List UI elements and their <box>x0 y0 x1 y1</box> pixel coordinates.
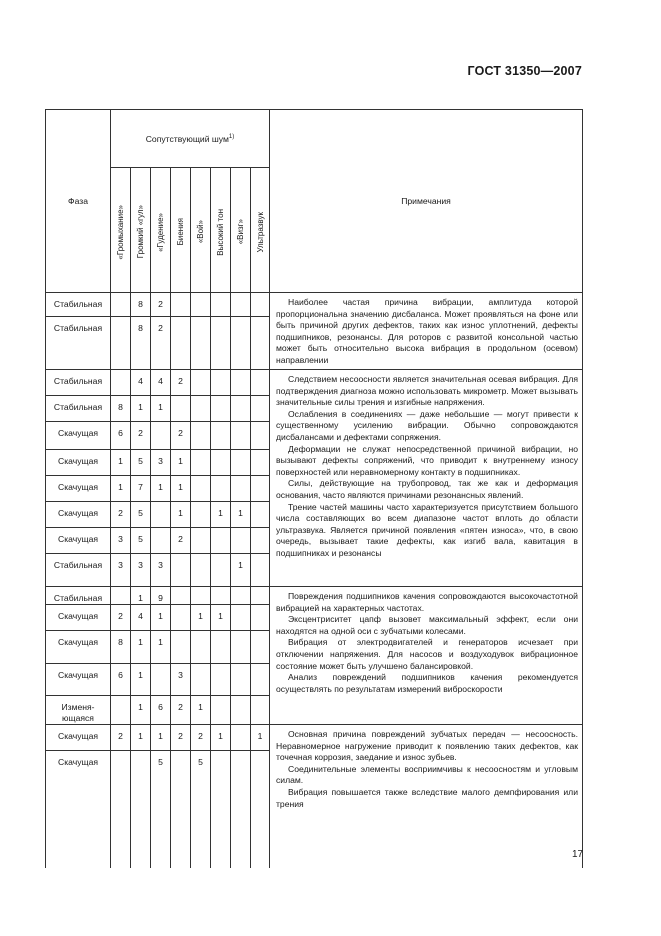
note-paragraph: Наиболее частая причина вибрации, амплитуда которой пропорциональна значению дисбаланса. Может проявляться на фоне или быть причиной других дефектов, таких как износ уплотнений, дефекты подшипников, резонансы. Для роторов с развитой консольной частью может быть относительно высока вибрация в продольном (осевом) направлении <box>276 297 578 365</box>
noise-level-cell <box>251 587 270 605</box>
noise-column-label: Громкий «гул» <box>136 205 145 259</box>
noise-level-cell <box>191 422 211 450</box>
noise-level-cell <box>231 587 251 605</box>
noise-level-cell <box>251 751 270 848</box>
noise-level-cell <box>191 502 211 528</box>
noise-level-cell: 1 <box>131 664 151 696</box>
noise-level-cell <box>211 396 231 422</box>
noise-level-cell <box>111 293 131 317</box>
phase-cell: Скачущая <box>46 664 111 696</box>
noise-level-cell <box>171 631 191 664</box>
phase-cell: Стабильная <box>46 370 111 396</box>
noise-column-header <box>131 168 151 293</box>
noise-level-cell: 2 <box>151 317 171 370</box>
note-paragraph: Следствием несоосности является значительная осевая вибрация. Для подтверждения диагноза можно использовать микрометр. Может вызывать значительные силы трения и изгибные напряжения. <box>276 374 578 408</box>
noise-level-cell: 1 <box>151 631 171 664</box>
table-filler-row <box>46 848 583 868</box>
noise-level-cell: 1 <box>151 476 171 502</box>
noise-level-cell: 6 <box>111 664 131 696</box>
noise-level-cell: 2 <box>191 725 211 751</box>
noise-level-cell <box>111 696 131 725</box>
noise-level-cell: 2 <box>171 370 191 396</box>
noise-level-cell: 3 <box>111 528 131 554</box>
noise-level-cell: 1 <box>191 696 211 725</box>
noise-level-cell <box>191 370 211 396</box>
phase-cell: Стабильная <box>46 554 111 587</box>
noise-level-cell <box>231 370 251 396</box>
noise-column-header <box>251 168 270 293</box>
notes-cell <box>270 587 583 725</box>
note-paragraph: Соединительные элементы восприимчивы к несоосностям и угловым силам. <box>276 763 578 786</box>
noise-level-cell: 8 <box>131 293 151 317</box>
noise-level-cell <box>231 725 251 751</box>
noise-level-cell <box>231 751 251 848</box>
noise-level-cell <box>211 751 231 848</box>
phase-cell: Изменя-ющаяся <box>46 696 111 725</box>
noise-level-cell <box>231 696 251 725</box>
phase-cell: Стабильная <box>46 587 111 605</box>
noise-level-cell <box>251 664 270 696</box>
phase-cell: Стабильная <box>46 293 111 317</box>
noise-level-cell <box>231 476 251 502</box>
phase-cell: Скачущая <box>46 422 111 450</box>
noise-level-cell: 1 <box>211 725 231 751</box>
table-row <box>46 587 583 605</box>
note-paragraph: Деформации не служат непосредственной причиной вибрации, но вызывают дефекты сопряжений, что приводит к внутреннему износу поверхностей или неравномерному контакту в подшипниках. <box>276 443 578 477</box>
noise-level-cell: 5 <box>131 502 151 528</box>
noise-level-cell <box>191 476 211 502</box>
empty-cell <box>251 848 270 868</box>
table-row <box>46 370 583 396</box>
noise-column-label: Высокий тон <box>216 208 225 256</box>
noise-level-cell <box>171 396 191 422</box>
noise-level-cell <box>211 554 231 587</box>
noise-level-cell: 3 <box>111 554 131 587</box>
noise-column-header <box>211 168 231 293</box>
noise-level-cell: 1 <box>211 605 231 631</box>
empty-cell <box>151 848 171 868</box>
noise-level-cell: 2 <box>131 422 151 450</box>
notes-cell <box>270 370 583 587</box>
noise-level-cell <box>251 554 270 587</box>
noise-level-cell <box>231 605 251 631</box>
noise-level-cell: 4 <box>151 370 171 396</box>
note-paragraph: Повреждения подшипников качения сопровождаются высокочастотной вибрацией на характерных частотах. <box>276 591 578 613</box>
noise-level-cell: 1 <box>191 605 211 631</box>
noise-level-cell: 1 <box>131 587 151 605</box>
noise-level-cell <box>191 554 211 587</box>
noise-column-header <box>151 168 171 293</box>
noise-level-cell: 2 <box>151 293 171 317</box>
noise-level-cell <box>251 631 270 664</box>
noise-level-cell <box>231 450 251 476</box>
note-paragraph: Эксцентриситет цапф вызовет максимальный эффект, если они находятся на одной оси с зубчатыми колесами. <box>276 614 578 636</box>
noise-level-cell: 2 <box>111 725 131 751</box>
note-paragraph: Силы, действующие на трубопровод, так же как и деформация основания, часто являются причинами резонансных явлений. <box>276 478 578 500</box>
noise-group-header: Сопутствующий шум$^{1)}$ <box>111 110 270 168</box>
noise-level-cell <box>231 317 251 370</box>
noise-level-cell: 1 <box>131 696 151 725</box>
empty-cell <box>270 848 583 868</box>
noise-level-cell <box>191 528 211 554</box>
notes-header: Примечания <box>270 110 583 293</box>
noise-level-cell: 2 <box>171 725 191 751</box>
noise-level-cell: 1 <box>231 554 251 587</box>
noise-level-cell <box>251 450 270 476</box>
phase-cell: Скачущая <box>46 528 111 554</box>
noise-level-cell <box>171 554 191 587</box>
noise-level-cell <box>231 528 251 554</box>
noise-level-cell: 1 <box>171 476 191 502</box>
noise-level-cell <box>211 370 231 396</box>
noise-level-cell: 4 <box>131 605 151 631</box>
noise-level-cell: 2 <box>171 696 191 725</box>
noise-level-cell <box>251 528 270 554</box>
noise-level-cell: 2 <box>111 605 131 631</box>
notes-cell <box>270 725 583 848</box>
noise-level-cell: 1 <box>131 725 151 751</box>
vibration-noise-table <box>45 109 583 868</box>
noise-level-cell: 6 <box>111 422 131 450</box>
phase-cell: Стабильная <box>46 317 111 370</box>
noise-level-cell <box>251 422 270 450</box>
noise-level-cell: 1 <box>151 725 171 751</box>
noise-level-cell <box>211 631 231 664</box>
noise-level-cell: 1 <box>251 725 270 751</box>
noise-column-label: «Визг» <box>236 219 245 245</box>
noise-level-cell <box>251 696 270 725</box>
noise-level-cell <box>171 587 191 605</box>
noise-level-cell <box>251 476 270 502</box>
note-paragraph: Основная причина повреждений зубчатых передач — несоосность. Неравномерное нагружение приводит к появлению таких дефектов, как точечная коррозия, заедание и износ зубьев. <box>276 729 578 763</box>
document-title: ГОСТ 31350—2007 <box>467 64 582 78</box>
noise-level-cell: 4 <box>131 370 151 396</box>
noise-level-cell <box>251 370 270 396</box>
noise-level-cell <box>111 587 131 605</box>
empty-cell <box>111 848 131 868</box>
noise-level-cell <box>251 502 270 528</box>
noise-level-cell: 9 <box>151 587 171 605</box>
noise-level-cell <box>191 396 211 422</box>
empty-cell <box>211 848 231 868</box>
noise-level-cell <box>171 605 191 631</box>
noise-level-cell: 2 <box>111 502 131 528</box>
noise-level-cell: 5 <box>131 528 151 554</box>
noise-column-header <box>231 168 251 293</box>
noise-level-cell: 3 <box>131 554 151 587</box>
noise-level-cell: 5 <box>131 450 151 476</box>
noise-level-cell: 6 <box>151 696 171 725</box>
noise-level-cell <box>191 293 211 317</box>
phase-cell: Скачущая <box>46 476 111 502</box>
noise-level-cell: 1 <box>211 502 231 528</box>
noise-level-cell <box>211 664 231 696</box>
noise-level-cell: 8 <box>131 317 151 370</box>
empty-cell <box>171 848 191 868</box>
noise-level-cell: 1 <box>131 396 151 422</box>
noise-level-cell <box>251 293 270 317</box>
phase-cell: Скачущая <box>46 605 111 631</box>
note-paragraph: Анализ повреждений подшипников качения рекомендуется осуществлять по результатам измерений виброскорости <box>276 672 578 694</box>
phase-cell: Скачущая <box>46 725 111 751</box>
table-row <box>46 725 583 751</box>
notes-cell <box>270 293 583 370</box>
phase-cell: Стабильная <box>46 396 111 422</box>
noise-level-cell <box>191 317 211 370</box>
noise-level-cell: 1 <box>151 605 171 631</box>
noise-level-cell <box>111 370 131 396</box>
noise-column-header <box>171 168 191 293</box>
noise-level-cell <box>231 396 251 422</box>
noise-level-cell: 5 <box>151 751 171 848</box>
noise-level-cell <box>211 696 231 725</box>
noise-level-cell <box>171 293 191 317</box>
noise-level-cell: 1 <box>131 631 151 664</box>
noise-level-cell <box>211 587 231 605</box>
noise-level-cell <box>191 631 211 664</box>
noise-level-cell: 1 <box>151 396 171 422</box>
noise-level-cell <box>171 751 191 848</box>
noise-level-cell: 8 <box>111 631 131 664</box>
noise-level-cell <box>211 528 231 554</box>
noise-level-cell <box>211 293 231 317</box>
noise-level-cell: 7 <box>131 476 151 502</box>
noise-level-cell <box>211 317 231 370</box>
noise-level-cell <box>191 450 211 476</box>
noise-column-label: «Громыхание» <box>116 204 125 260</box>
empty-cell <box>231 848 251 868</box>
noise-level-cell <box>231 422 251 450</box>
noise-level-cell <box>251 605 270 631</box>
noise-level-cell <box>211 422 231 450</box>
noise-level-cell <box>231 631 251 664</box>
noise-level-cell: 1 <box>111 450 131 476</box>
noise-level-cell <box>151 502 171 528</box>
phase-cell: Скачущая <box>46 502 111 528</box>
page-number: 17 <box>572 849 584 860</box>
note-paragraph: Вибрация от электродвигателей и генераторов исчезает при отключении напряжения. Для насосов и воздуходувок вибрационное состояние может быть улучшено балансировкой. <box>276 637 578 671</box>
noise-level-cell <box>191 587 211 605</box>
phase-cell: Скачущая <box>46 751 111 848</box>
noise-level-cell <box>171 317 191 370</box>
noise-level-cell: 2 <box>171 528 191 554</box>
phase-cell: Скачущая <box>46 631 111 664</box>
noise-level-cell <box>191 664 211 696</box>
noise-level-cell <box>231 293 251 317</box>
noise-level-cell <box>151 664 171 696</box>
noise-level-cell <box>231 664 251 696</box>
noise-level-cell <box>111 317 131 370</box>
noise-level-cell <box>211 450 231 476</box>
noise-level-cell <box>251 396 270 422</box>
noise-level-cell <box>211 476 231 502</box>
noise-level-cell: 5 <box>191 751 211 848</box>
noise-column-header <box>111 168 131 293</box>
note-paragraph: Ослабления в соединениях — даже небольшие — могут привести к существенному усилению вибрации. Обычно сопровождаются дисбалансами и дефектами сопряжения. <box>276 408 578 442</box>
note-paragraph: Трение частей машины часто характеризуется присутствием большого числа составляющих во всем диапазоне частот вплоть до области ультразвука. Является причиной появления «пятен износа», что, в свою очередь, вызывает такие дефекты, как изгиб вала, кавитация в подшипниках и резонансы <box>276 501 578 558</box>
noise-level-cell: 3 <box>151 450 171 476</box>
noise-column-label: Ультразвук <box>255 211 265 253</box>
table-row <box>46 293 583 317</box>
noise-column-label: «Гудение» <box>156 212 165 252</box>
note-paragraph: Вибрация повышается также вследствие малого демпфирования или трения <box>276 786 578 809</box>
empty-cell <box>46 848 111 868</box>
empty-cell <box>131 848 151 868</box>
noise-level-cell: 3 <box>151 554 171 587</box>
noise-level-cell <box>151 422 171 450</box>
noise-column-header <box>191 168 211 293</box>
noise-level-cell: 1 <box>111 476 131 502</box>
noise-column-label: Биения <box>176 218 185 246</box>
noise-level-cell <box>151 528 171 554</box>
phase-cell: Скачущая <box>46 450 111 476</box>
noise-level-cell: 1 <box>171 502 191 528</box>
empty-cell <box>191 848 211 868</box>
noise-level-cell: 8 <box>111 396 131 422</box>
noise-level-cell <box>131 751 151 848</box>
noise-level-cell: 1 <box>171 450 191 476</box>
noise-level-cell: 1 <box>231 502 251 528</box>
noise-level-cell: 2 <box>171 422 191 450</box>
noise-level-cell <box>111 751 131 848</box>
phase-header: Фаза <box>46 110 111 293</box>
noise-level-cell: 3 <box>171 664 191 696</box>
noise-level-cell <box>251 317 270 370</box>
noise-column-label: «Вой» <box>196 220 205 244</box>
